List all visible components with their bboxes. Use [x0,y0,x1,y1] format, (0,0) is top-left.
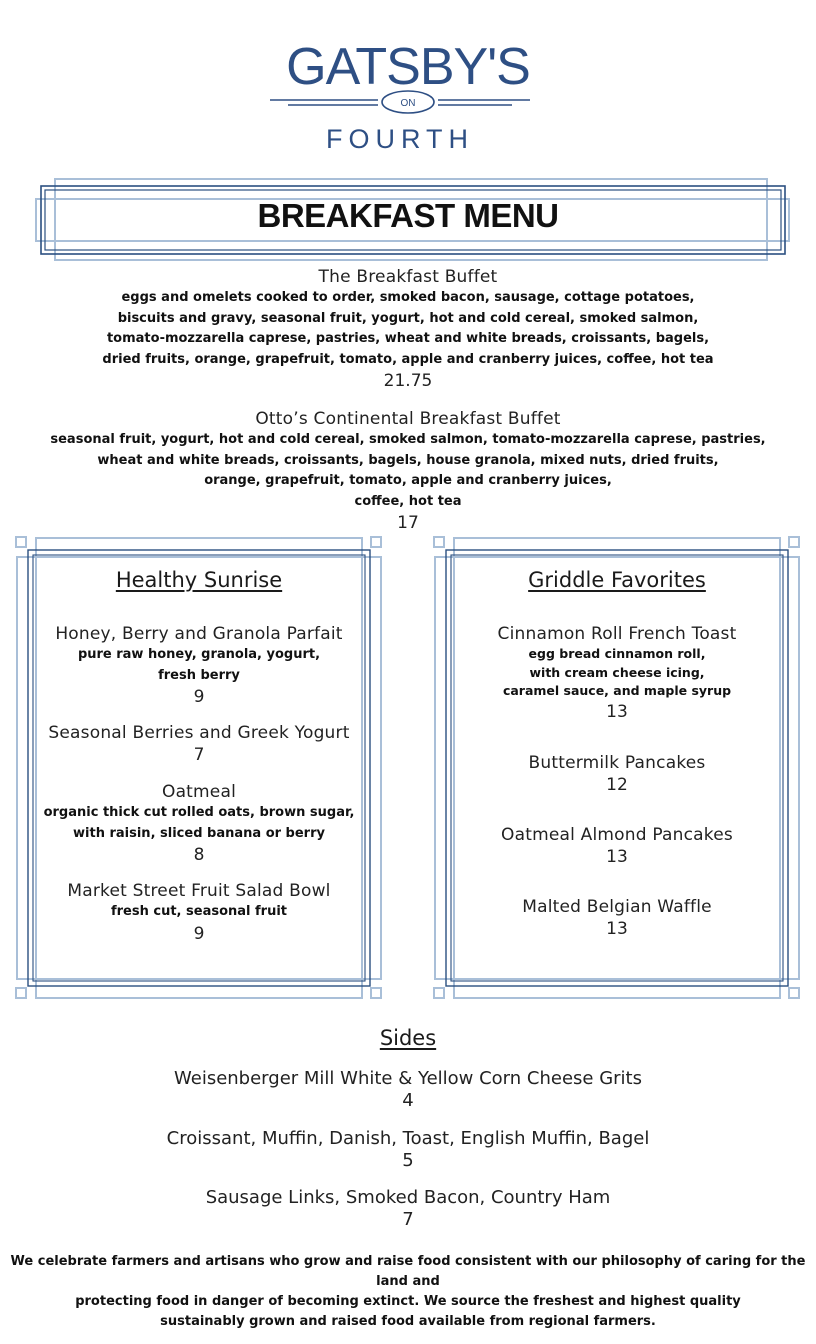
item-price: 7 [193,745,205,765]
section-heading: Healthy Sunrise [115,568,283,592]
item-description-line: fresh berry [158,667,240,683]
griddle-favorites-panel [432,535,802,1001]
item-description-line: fresh cut, seasonal fruit [110,904,288,919]
item-title: Buttermilk Pancakes [528,753,706,773]
footer-line: sustainably grown and raised food available from regional farmers. [160,1314,656,1329]
restaurant-logo [0,30,816,155]
item-description-line: coffee, hot tea [354,493,462,509]
breakfast-buffet [0,267,816,392]
item-price: 12 [606,775,628,795]
item-title: Otto’s Continental Breakfast Buffet [255,409,561,429]
menu-item [14,881,384,945]
item-description-line: dried fruits, orange, grapefruit, tomato, apple and cranberry juices, coffee, hot tea [102,351,714,367]
item-price: 13 [606,919,628,939]
item-price: 4 [402,1090,414,1111]
item-description-line: orange, grapefruit, tomato, apple and cranberry juices, [204,473,612,488]
item-title: Honey, Berry and Granola Parfait [55,624,343,644]
item-title: Market Street Fruit Salad Bowl [67,881,331,901]
item-title: Seasonal Berries and Greek Yogurt [48,723,350,743]
healthy-sunrise-panel [14,535,384,1001]
side-item [0,1067,816,1112]
side-item [0,1127,816,1172]
item-price: 17 [397,513,419,533]
item-description-line: with raisin, sliced banana or berry [73,825,325,841]
item-description-line: pure raw honey, granola, yogurt, [77,647,321,662]
item-price: 13 [606,701,628,722]
item-price: 5 [402,1150,414,1171]
logo-on: ON [400,98,416,109]
item-price: 7 [402,1209,414,1230]
footer-line: protecting food in danger of becoming extinct. We source the freshest and highest quality [75,1294,741,1309]
item-title: Weisenberger Mill White & Yellow Corn Cheese Grits [174,1068,642,1089]
item-title: Cinnamon Roll French Toast [497,624,737,644]
item-description-line: caramel sauce, and maple syrup [502,683,732,698]
item-description-line: organic thick cut rolled oats, brown sugar, [43,805,355,820]
menu-item [432,825,802,868]
sides-heading: Sides [379,1026,437,1050]
item-title: The Breakfast Buffet [318,267,498,287]
item-description-line: eggs and omelets cooked to order, smoked bacon, sausage, cottage potatoes, [121,290,695,305]
item-description-line: wheat and white breads, croissants, bagels, house granola, mixed nuts, dried fruits, [97,452,719,468]
item-description-line: tomato-mozzarella caprese, pastries, wheat and white breads, croissants, bagels, [106,331,710,346]
item-title: Oatmeal [161,782,237,802]
item-title: Malted Belgian Waffle [522,897,712,917]
section-heading: Griddle Favorites [528,568,706,592]
menu-item [14,624,384,708]
menu-title: BREAKFAST MENU [257,197,559,234]
logo-fourth: FOURTH [326,124,474,154]
item-description-line: egg bread cinnamon roll, [528,646,706,661]
footer-line: We celebrate farmers and artisans who grow and raise food consistent with our philosophy of caring for the land and [10,1254,806,1289]
footer-statement [0,1252,816,1332]
item-description-line: with cream cheese icing, [529,664,705,680]
item-title: Sausage Links, Smoked Bacon, Country Ham [205,1187,611,1208]
logo-name: GATSBY'S [286,38,530,96]
menu-item [432,897,802,940]
menu-item [432,624,802,723]
continental-buffet [0,409,816,534]
menu-item [14,782,384,866]
menu-item [14,723,384,766]
item-title: Oatmeal Almond Pancakes [501,825,733,845]
item-price: 13 [606,847,628,867]
side-item [0,1186,816,1231]
item-description-line: seasonal fruit, yogurt, hot and cold cereal, smoked salmon, tomato-mozzarella caprese, pastries, [50,432,766,447]
item-description-line: biscuits and gravy, seasonal fruit, yogurt, hot and cold cereal, smoked salmon, [117,310,699,326]
item-title: Croissant, Muffin, Danish, Toast, English Muffin, Bagel [166,1128,650,1149]
item-price: 9 [193,687,205,707]
menu-item [432,753,802,796]
item-price: 9 [193,923,205,944]
item-price: 21.75 [383,371,433,391]
item-price: 8 [193,845,205,865]
